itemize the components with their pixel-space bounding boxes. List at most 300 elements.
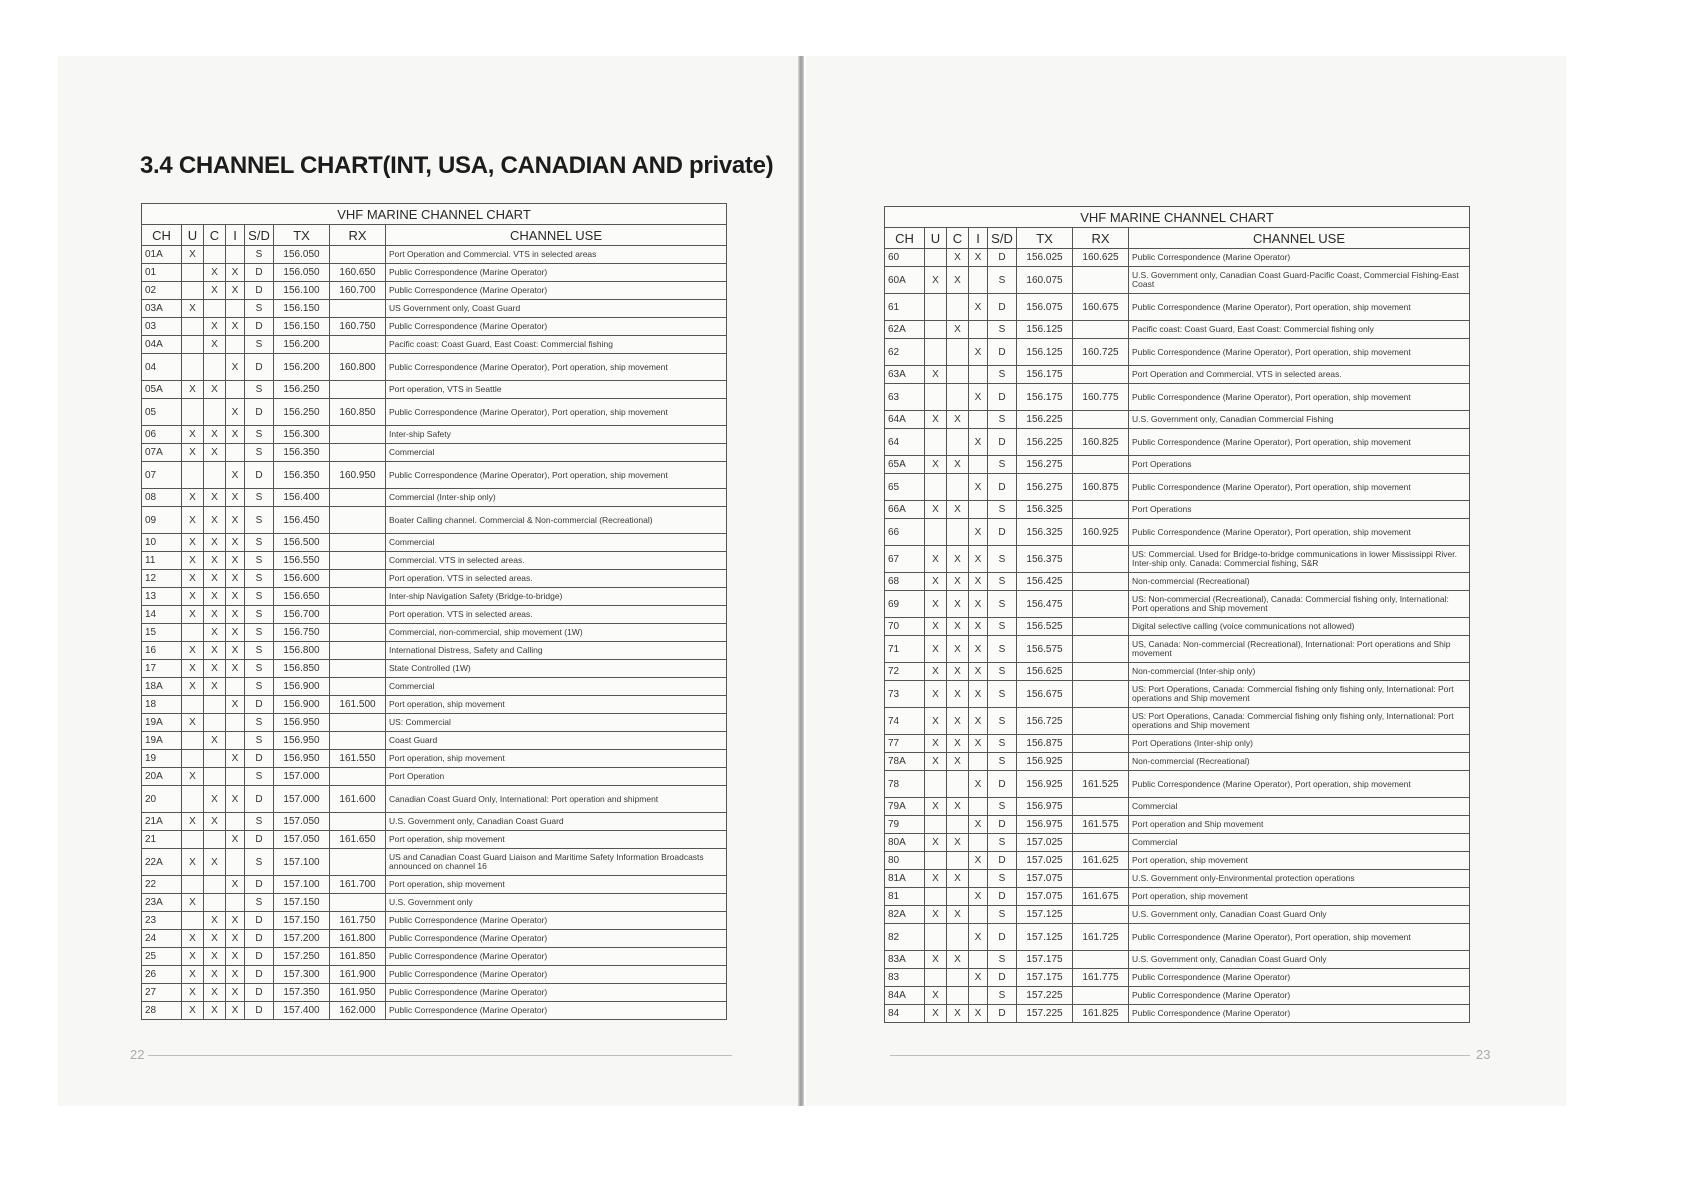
table-row [142, 1002, 727, 1020]
channel-use-cell: Port operation, ship movement [1129, 852, 1470, 870]
channel-cell: 11 [142, 552, 182, 570]
rx-frequency-cell: 160.625 [1073, 249, 1129, 267]
chart-body-right [885, 249, 1470, 1023]
intl-flag-cell: X [969, 546, 988, 573]
us-flag-cell [925, 474, 947, 501]
channel-cell: 65 [885, 474, 925, 501]
table-row [885, 267, 1470, 294]
us-flag-cell [925, 969, 947, 987]
rx-frequency-cell: 161.625 [1073, 852, 1129, 870]
canada-flag-cell: X [204, 606, 226, 624]
table-row [142, 381, 727, 399]
intl-flag-cell: X [226, 570, 245, 588]
rx-frequency-cell: 161.950 [330, 984, 386, 1002]
channel-use-cell: Public Correspondence (Marine Operator), Port operation, ship movement [386, 354, 727, 381]
simplex-duplex-cell: S [245, 570, 274, 588]
simplex-duplex-cell: S [988, 906, 1017, 924]
tx-frequency-cell: 156.900 [274, 696, 330, 714]
canada-flag-cell: X [947, 267, 969, 294]
intl-flag-cell: X [226, 489, 245, 507]
tx-frequency-cell: 156.575 [1017, 636, 1073, 663]
rx-frequency-cell [1073, 618, 1129, 636]
intl-flag-cell: X [226, 399, 245, 426]
simplex-duplex-cell: S [245, 489, 274, 507]
canada-flag-cell: X [204, 1002, 226, 1020]
canada-flag-cell: X [947, 321, 969, 339]
table-row [142, 786, 727, 813]
intl-flag-cell: X [226, 588, 245, 606]
canada-flag-cell: X [204, 507, 226, 534]
intl-flag-cell: X [226, 912, 245, 930]
rx-frequency-cell [1073, 321, 1129, 339]
tx-frequency-cell: 156.150 [274, 300, 330, 318]
rx-frequency-cell: 160.700 [330, 282, 386, 300]
us-flag-cell: X [925, 834, 947, 852]
rx-frequency-cell: 161.850 [330, 948, 386, 966]
channel-cell: 05 [142, 399, 182, 426]
us-flag-cell: X [182, 444, 204, 462]
rx-frequency-cell: 161.650 [330, 831, 386, 849]
channel-use-cell: U.S. Government only, Canadian Coast Guard Only [1129, 906, 1470, 924]
channel-use-cell: Public Correspondence (Marine Operator) [386, 912, 727, 930]
table-row [885, 852, 1470, 870]
channel-use-cell: US, Canada: Non-commercial (Recreational), International: Port operations and Ship movement [1129, 636, 1470, 663]
us-flag-cell [182, 624, 204, 642]
canada-flag-cell: X [947, 735, 969, 753]
rx-frequency-cell [1073, 987, 1129, 1005]
channel-use-cell: Port Operation and Commercial. VTS in selected areas. [1129, 366, 1470, 384]
canada-flag-cell: X [204, 786, 226, 813]
simplex-duplex-cell: D [245, 876, 274, 894]
tx-frequency-cell: 157.025 [1017, 852, 1073, 870]
table-row [885, 771, 1470, 798]
channel-cell: 77 [885, 735, 925, 753]
tx-frequency-cell: 156.300 [274, 426, 330, 444]
canada-flag-cell [204, 300, 226, 318]
intl-flag-cell: X [226, 426, 245, 444]
column-header-c: C [947, 228, 969, 249]
table-row [885, 735, 1470, 753]
intl-flag-cell: X [226, 1002, 245, 1020]
us-flag-cell [925, 294, 947, 321]
simplex-duplex-cell: D [245, 462, 274, 489]
rx-frequency-cell [1073, 735, 1129, 753]
canada-flag-cell [947, 366, 969, 384]
canada-flag-cell [204, 831, 226, 849]
intl-flag-cell [226, 768, 245, 786]
channel-use-cell: International Distress, Safety and Calling [386, 642, 727, 660]
intl-flag-cell: X [226, 462, 245, 489]
us-flag-cell: X [925, 501, 947, 519]
intl-flag-cell [226, 849, 245, 876]
us-flag-cell: X [925, 411, 947, 429]
rx-frequency-cell: 160.925 [1073, 519, 1129, 546]
rx-frequency-cell: 160.750 [330, 318, 386, 336]
rx-frequency-cell: 161.500 [330, 696, 386, 714]
rx-frequency-cell: 161.675 [1073, 888, 1129, 906]
channel-use-cell: Public Correspondence (Marine Operator) [1129, 987, 1470, 1005]
canada-flag-cell: X [947, 591, 969, 618]
canada-flag-cell: X [204, 624, 226, 642]
table-row [885, 798, 1470, 816]
canada-flag-cell [204, 462, 226, 489]
rx-frequency-cell: 161.725 [1073, 924, 1129, 951]
channel-cell: 22A [142, 849, 182, 876]
intl-flag-cell: X [969, 474, 988, 501]
intl-flag-cell [226, 678, 245, 696]
us-flag-cell: X [182, 381, 204, 399]
intl-flag-cell: X [969, 924, 988, 951]
channel-cell: 65A [885, 456, 925, 474]
channel-cell: 04 [142, 354, 182, 381]
us-flag-cell: X [182, 894, 204, 912]
channel-cell: 19A [142, 732, 182, 750]
channel-use-cell: Public Correspondence (Marine Operator), Port operation, ship movement [1129, 519, 1470, 546]
simplex-duplex-cell: S [988, 798, 1017, 816]
rx-frequency-cell [330, 732, 386, 750]
column-header-tx: TX [1017, 228, 1073, 249]
us-flag-cell: X [925, 636, 947, 663]
canada-flag-cell: X [204, 813, 226, 831]
canada-flag-cell [947, 816, 969, 834]
intl-flag-cell: X [226, 624, 245, 642]
us-flag-cell: X [182, 534, 204, 552]
tx-frequency-cell: 157.125 [1017, 906, 1073, 924]
simplex-duplex-cell: S [245, 507, 274, 534]
us-flag-cell: X [182, 642, 204, 660]
canada-flag-cell: X [204, 642, 226, 660]
channel-use-cell: Commercial [386, 444, 727, 462]
rx-frequency-cell [1073, 681, 1129, 708]
us-flag-cell [925, 888, 947, 906]
column-header-rx: RX [330, 225, 386, 246]
channel-use-cell: US and Canadian Coast Guard Liaison and Maritime Safety Information Broadcasts announced on channel 16 [386, 849, 727, 876]
channel-cell: 07A [142, 444, 182, 462]
intl-flag-cell [969, 834, 988, 852]
channel-cell: 14 [142, 606, 182, 624]
table-row [142, 426, 727, 444]
simplex-duplex-cell: D [245, 966, 274, 984]
simplex-duplex-cell: D [988, 771, 1017, 798]
canada-flag-cell: X [947, 870, 969, 888]
intl-flag-cell: X [969, 1005, 988, 1023]
table-row [142, 354, 727, 381]
rx-frequency-cell [330, 660, 386, 678]
tx-frequency-cell: 156.700 [274, 606, 330, 624]
us-flag-cell: X [182, 507, 204, 534]
canada-flag-cell [204, 894, 226, 912]
table-row [142, 489, 727, 507]
tx-frequency-cell: 156.475 [1017, 591, 1073, 618]
table-row [885, 501, 1470, 519]
channel-use-cell: Public Correspondence (Marine Operator), Port operation, ship movement [1129, 294, 1470, 321]
us-flag-cell: X [925, 267, 947, 294]
channel-use-cell: Coast Guard [386, 732, 727, 750]
channel-cell: 66A [885, 501, 925, 519]
canada-flag-cell [947, 969, 969, 987]
channel-use-cell: Public Correspondence (Marine Operator) [386, 930, 727, 948]
channel-use-cell: Commercial. VTS in selected areas. [386, 552, 727, 570]
intl-flag-cell [969, 798, 988, 816]
tx-frequency-cell: 156.650 [274, 588, 330, 606]
channel-use-cell: Non-commercial (Recreational) [1129, 573, 1470, 591]
tx-frequency-cell: 156.350 [274, 462, 330, 489]
tx-frequency-cell: 156.875 [1017, 735, 1073, 753]
channel-cell: 01A [142, 246, 182, 264]
simplex-duplex-cell: S [988, 411, 1017, 429]
us-flag-cell [925, 321, 947, 339]
rx-frequency-cell [330, 426, 386, 444]
table-row [885, 1005, 1470, 1023]
us-flag-cell: X [182, 678, 204, 696]
channel-cell: 05A [142, 381, 182, 399]
us-flag-cell: X [925, 870, 947, 888]
simplex-duplex-cell: D [245, 831, 274, 849]
simplex-duplex-cell: D [988, 294, 1017, 321]
tx-frequency-cell: 156.075 [1017, 294, 1073, 321]
tx-frequency-cell: 156.375 [1017, 546, 1073, 573]
tx-frequency-cell: 157.100 [274, 876, 330, 894]
table-row [142, 570, 727, 588]
column-header-sd: S/D [988, 228, 1017, 249]
canada-flag-cell: X [947, 411, 969, 429]
canada-flag-cell [947, 852, 969, 870]
channel-cell: 74 [885, 708, 925, 735]
rx-frequency-cell: 160.675 [1073, 294, 1129, 321]
channel-use-cell: Public Correspondence (Marine Operator), Port operation, ship movement [1129, 384, 1470, 411]
tx-frequency-cell: 156.150 [274, 318, 330, 336]
channel-use-cell: Public Correspondence (Marine Operator) [1129, 969, 1470, 987]
simplex-duplex-cell: S [245, 444, 274, 462]
canada-flag-cell: X [204, 264, 226, 282]
rx-frequency-cell: 160.850 [330, 399, 386, 426]
rx-frequency-cell: 161.550 [330, 750, 386, 768]
rx-frequency-cell: 160.875 [1073, 474, 1129, 501]
simplex-duplex-cell: S [245, 642, 274, 660]
channel-cell: 84 [885, 1005, 925, 1023]
channel-cell: 72 [885, 663, 925, 681]
simplex-duplex-cell: S [988, 618, 1017, 636]
tx-frequency-cell: 156.900 [274, 678, 330, 696]
rx-frequency-cell [330, 678, 386, 696]
canada-flag-cell: X [204, 912, 226, 930]
rx-frequency-cell [330, 714, 386, 732]
us-flag-cell: X [182, 1002, 204, 1020]
us-flag-cell: X [925, 906, 947, 924]
channel-use-cell: Port Operation and Commercial. VTS in selected areas [386, 246, 727, 264]
channel-use-cell: Public Correspondence (Marine Operator) [386, 966, 727, 984]
simplex-duplex-cell: D [988, 816, 1017, 834]
simplex-duplex-cell: S [245, 768, 274, 786]
channel-cell: 15 [142, 624, 182, 642]
intl-flag-cell: X [226, 606, 245, 624]
us-flag-cell: X [925, 681, 947, 708]
tx-frequency-cell: 156.275 [1017, 456, 1073, 474]
channel-use-cell: US Government only, Coast Guard [386, 300, 727, 318]
channel-use-cell: Boater Calling channel. Commercial & Non-commercial (Recreational) [386, 507, 727, 534]
intl-flag-cell [969, 456, 988, 474]
intl-flag-cell [226, 246, 245, 264]
simplex-duplex-cell: D [988, 969, 1017, 987]
simplex-duplex-cell: S [245, 606, 274, 624]
intl-flag-cell: X [969, 771, 988, 798]
us-flag-cell: X [182, 714, 204, 732]
channel-cell: 18 [142, 696, 182, 714]
channel-cell: 01 [142, 264, 182, 282]
us-flag-cell [182, 282, 204, 300]
tx-frequency-cell: 156.950 [274, 732, 330, 750]
intl-flag-cell [969, 267, 988, 294]
rx-frequency-cell [1073, 708, 1129, 735]
intl-flag-cell [969, 987, 988, 1005]
rx-frequency-cell: 161.900 [330, 966, 386, 984]
rx-frequency-cell: 161.575 [1073, 816, 1129, 834]
us-flag-cell [182, 462, 204, 489]
canada-flag-cell: X [204, 570, 226, 588]
table-row [885, 249, 1470, 267]
intl-flag-cell [969, 753, 988, 771]
rx-frequency-cell [1073, 834, 1129, 852]
channel-use-cell: Public Correspondence (Marine Operator) [1129, 249, 1470, 267]
channel-use-cell: State Controlled (1W) [386, 660, 727, 678]
intl-flag-cell [969, 870, 988, 888]
channel-use-cell: U.S. Government only-Environmental protection operations [1129, 870, 1470, 888]
simplex-duplex-cell: D [245, 1002, 274, 1020]
table-row [142, 462, 727, 489]
tx-frequency-cell: 157.150 [274, 912, 330, 930]
us-flag-cell: X [925, 735, 947, 753]
canada-flag-cell: X [204, 678, 226, 696]
rx-frequency-cell: 161.825 [1073, 1005, 1129, 1023]
tx-frequency-cell: 157.300 [274, 966, 330, 984]
channel-cell: 24 [142, 930, 182, 948]
channel-cell: 60A [885, 267, 925, 294]
table-row [142, 732, 727, 750]
us-flag-cell [182, 399, 204, 426]
us-flag-cell: X [182, 552, 204, 570]
intl-flag-cell: X [226, 507, 245, 534]
channel-use-cell: Commercial, non-commercial, ship movement (1W) [386, 624, 727, 642]
intl-flag-cell: X [226, 642, 245, 660]
us-flag-cell: X [925, 591, 947, 618]
simplex-duplex-cell: S [245, 300, 274, 318]
simplex-duplex-cell: D [988, 1005, 1017, 1023]
rx-frequency-cell [1073, 267, 1129, 294]
intl-flag-cell [226, 813, 245, 831]
channel-use-cell: Port Operations [1129, 456, 1470, 474]
channel-use-cell: Port Operations [1129, 501, 1470, 519]
tx-frequency-cell: 157.250 [274, 948, 330, 966]
channel-cell: 66 [885, 519, 925, 546]
canada-flag-cell [947, 771, 969, 798]
channel-use-cell: Public Correspondence (Marine Operator), Port operation, ship movement [1129, 924, 1470, 951]
channel-cell: 80 [885, 852, 925, 870]
channel-cell: 04A [142, 336, 182, 354]
channel-use-cell: U.S. Government only [386, 894, 727, 912]
intl-flag-cell: X [226, 831, 245, 849]
channel-use-cell: Public Correspondence (Marine Operator) [1129, 1005, 1470, 1023]
us-flag-cell: X [925, 366, 947, 384]
simplex-duplex-cell: D [988, 519, 1017, 546]
table-row [885, 384, 1470, 411]
us-flag-cell: X [925, 618, 947, 636]
intl-flag-cell: X [226, 876, 245, 894]
rx-frequency-cell [1073, 591, 1129, 618]
intl-flag-cell: X [226, 264, 245, 282]
channel-cell: 26 [142, 966, 182, 984]
page-heading: 3.4 CHANNEL CHART(INT, USA, CANADIAN AND private) [140, 152, 774, 179]
intl-flag-cell: X [969, 852, 988, 870]
tx-frequency-cell: 157.175 [1017, 969, 1073, 987]
us-flag-cell: X [182, 813, 204, 831]
simplex-duplex-cell: S [988, 870, 1017, 888]
table-row [885, 816, 1470, 834]
table-row [142, 813, 727, 831]
tx-frequency-cell: 156.925 [1017, 753, 1073, 771]
tx-frequency-cell: 157.200 [274, 930, 330, 948]
rx-frequency-cell [330, 507, 386, 534]
channel-use-cell: U.S. Government only, Canadian Coast Guard [386, 813, 727, 831]
simplex-duplex-cell: D [988, 384, 1017, 411]
simplex-duplex-cell: S [988, 456, 1017, 474]
tx-frequency-cell: 156.175 [1017, 366, 1073, 384]
table-row [885, 591, 1470, 618]
table-row [885, 321, 1470, 339]
simplex-duplex-cell: D [988, 888, 1017, 906]
channel-use-cell: Port operation, ship movement [386, 876, 727, 894]
table-row [885, 366, 1470, 384]
rx-frequency-cell: 161.750 [330, 912, 386, 930]
us-flag-cell [182, 732, 204, 750]
intl-flag-cell: X [226, 984, 245, 1002]
channel-use-cell: Port operation. VTS in selected areas. [386, 606, 727, 624]
tx-frequency-cell: 157.150 [274, 894, 330, 912]
us-flag-cell [182, 696, 204, 714]
column-header-channel-use: CHANNEL USE [386, 225, 727, 246]
channel-chart-right [884, 206, 1470, 1023]
simplex-duplex-cell: S [988, 708, 1017, 735]
rx-frequency-cell [330, 813, 386, 831]
channel-cell: 68 [885, 573, 925, 591]
channel-cell: 16 [142, 642, 182, 660]
simplex-duplex-cell: D [988, 339, 1017, 366]
table-row [142, 660, 727, 678]
table-row [142, 444, 727, 462]
canada-flag-cell: X [204, 966, 226, 984]
canada-flag-cell: X [947, 546, 969, 573]
simplex-duplex-cell: D [245, 696, 274, 714]
simplex-duplex-cell: D [245, 354, 274, 381]
channel-cell: 09 [142, 507, 182, 534]
us-flag-cell: X [925, 753, 947, 771]
intl-flag-cell: X [969, 681, 988, 708]
table-row [142, 642, 727, 660]
channel-chart-left [141, 203, 727, 1020]
column-header-channel-use: CHANNEL USE [1129, 228, 1470, 249]
column-header-rx: RX [1073, 228, 1129, 249]
simplex-duplex-cell: D [245, 948, 274, 966]
tx-frequency-cell: 157.175 [1017, 951, 1073, 969]
table-row [885, 663, 1470, 681]
canada-flag-cell: X [204, 282, 226, 300]
intl-flag-cell: X [969, 249, 988, 267]
book-spine [798, 56, 804, 1106]
channel-use-cell: Port Operations (Inter-ship only) [1129, 735, 1470, 753]
simplex-duplex-cell: S [245, 894, 274, 912]
canada-flag-cell [204, 768, 226, 786]
tx-frequency-cell: 156.350 [274, 444, 330, 462]
us-flag-cell [182, 786, 204, 813]
